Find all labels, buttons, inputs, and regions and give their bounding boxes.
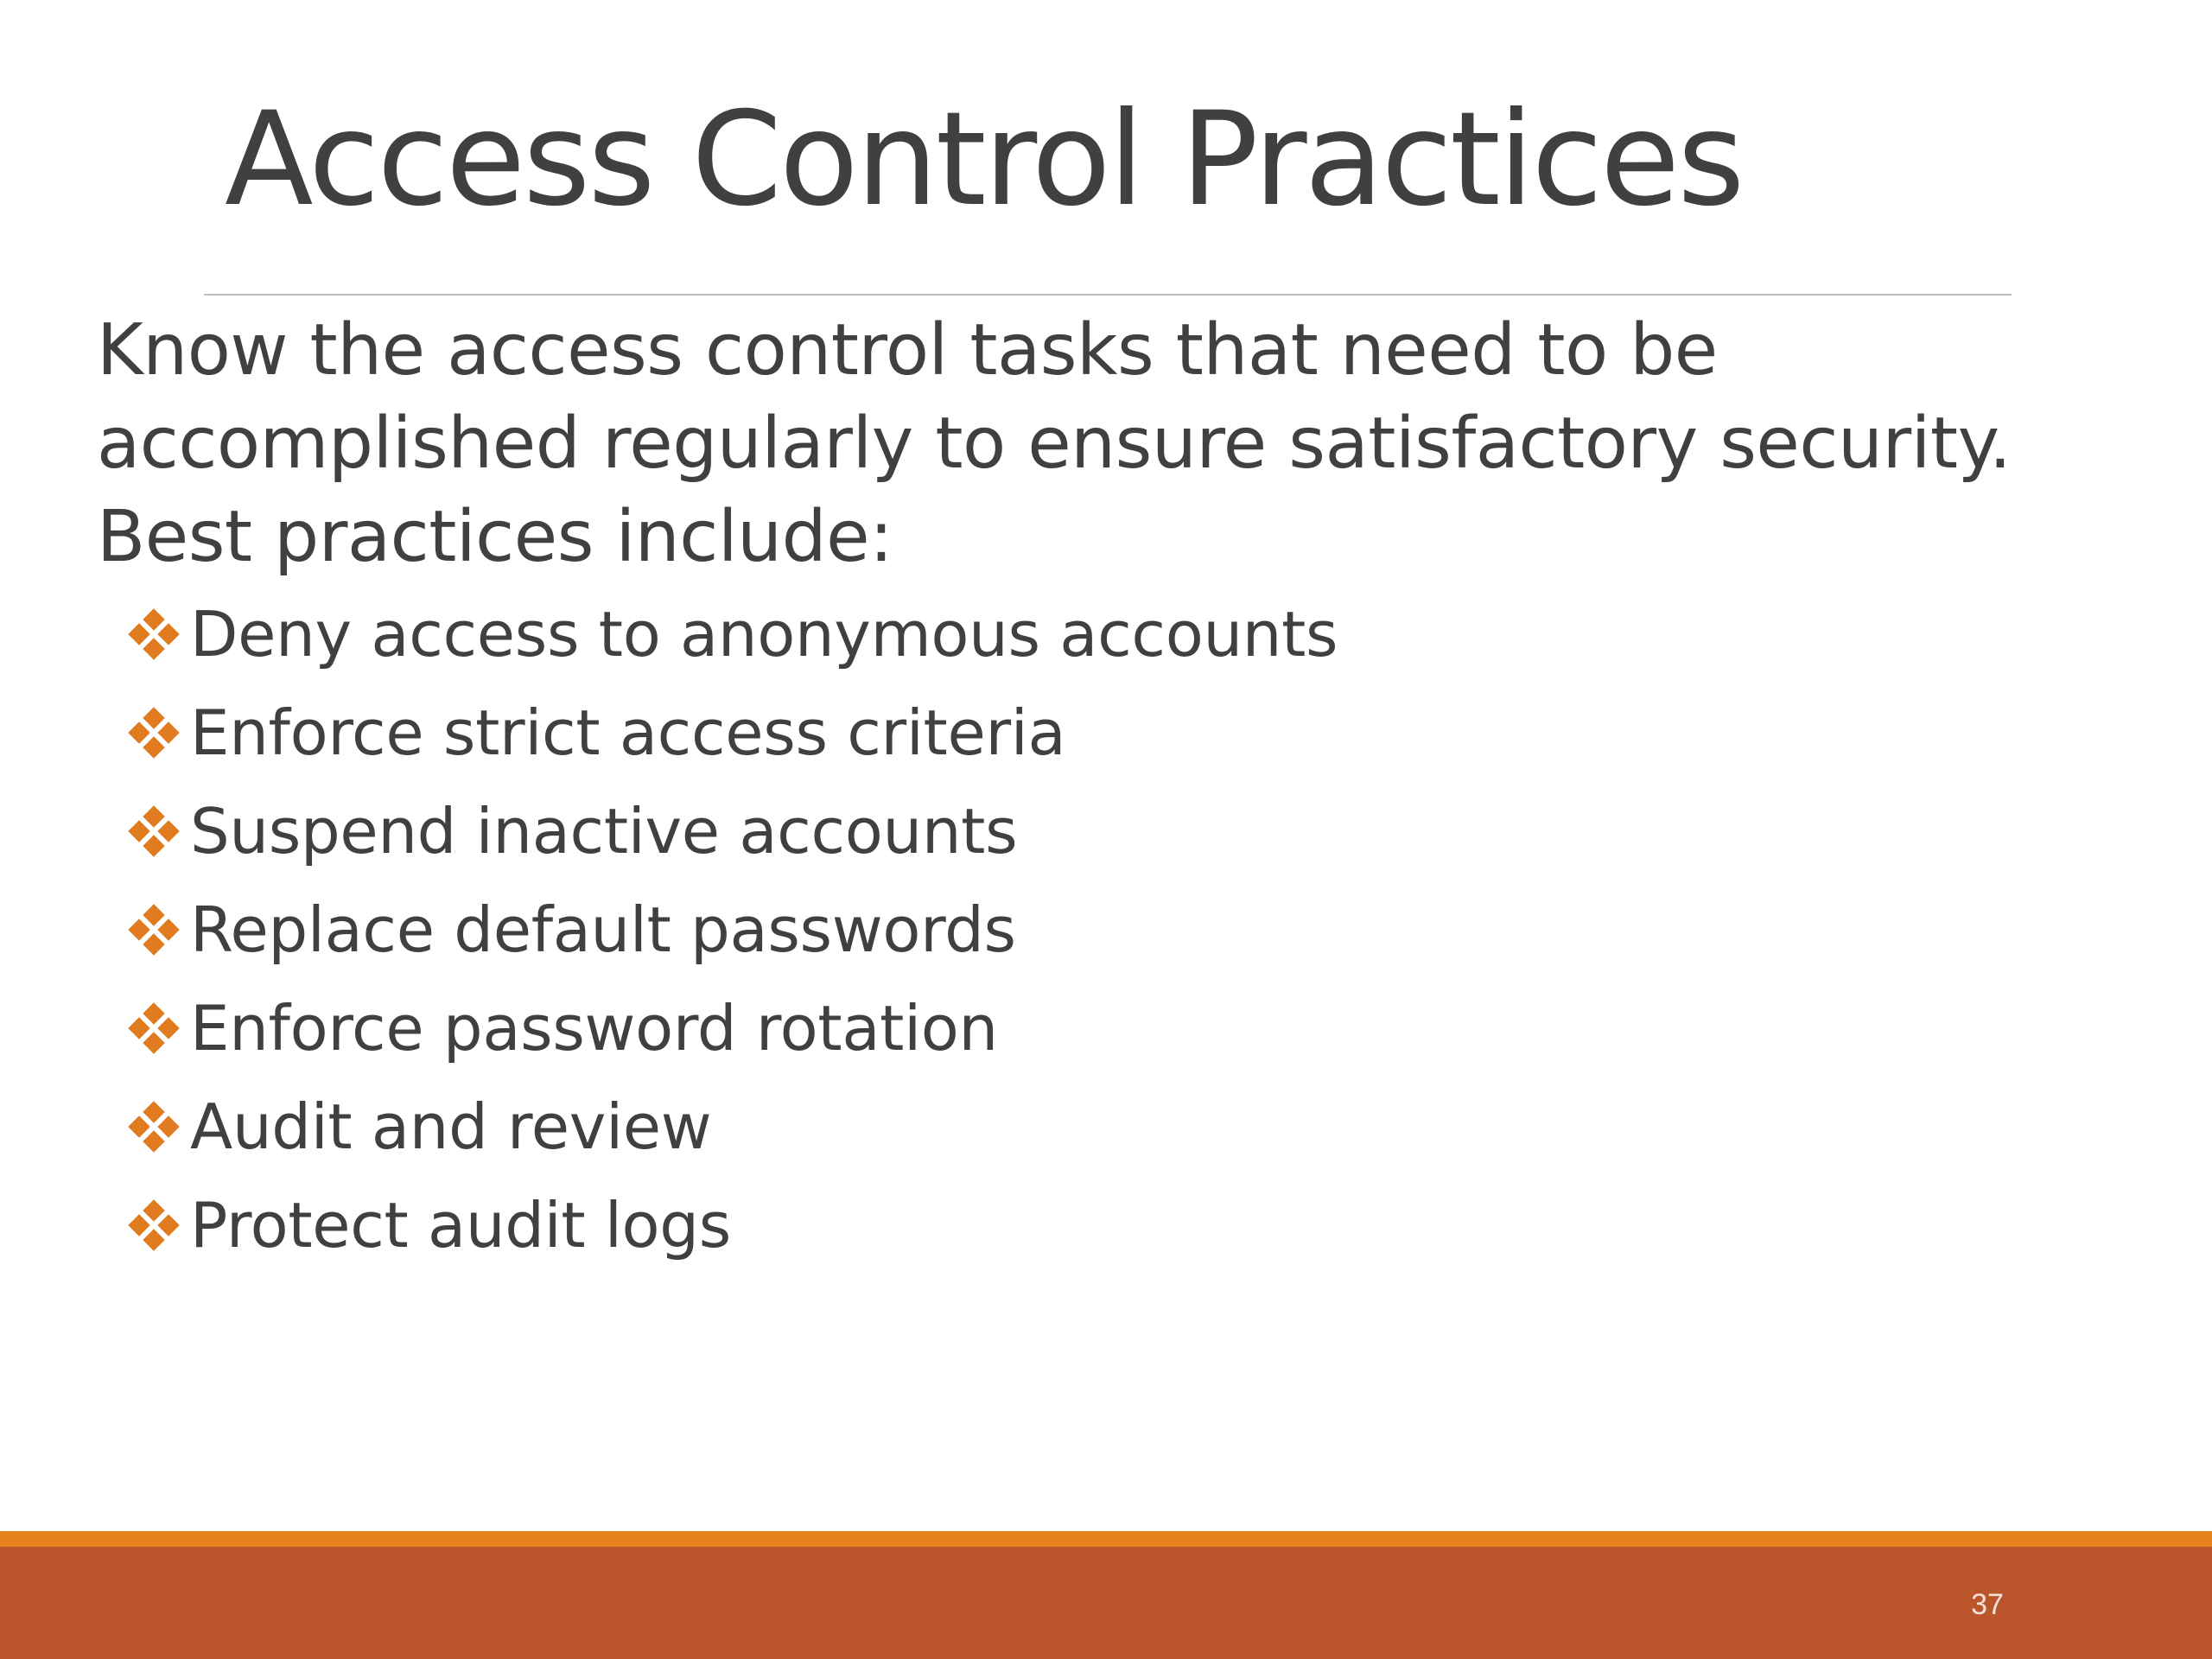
title-divider bbox=[204, 294, 2012, 296]
four-diamond-bullet-icon bbox=[126, 904, 181, 956]
list-item bbox=[126, 683, 1338, 782]
bullet-text: Deny access to anonymous accounts bbox=[190, 598, 1338, 671]
bullet-text: Suspend inactive accounts bbox=[190, 795, 1018, 868]
list-item bbox=[126, 1176, 1338, 1274]
list-item bbox=[126, 979, 1338, 1077]
list-item bbox=[126, 585, 1338, 683]
four-diamond-bullet-icon bbox=[126, 608, 181, 660]
four-diamond-bullet-icon bbox=[126, 1101, 181, 1153]
page-number: 37 bbox=[1971, 1588, 2004, 1621]
four-diamond-bullet-icon bbox=[126, 805, 181, 857]
four-diamond-bullet-icon bbox=[126, 1002, 181, 1054]
bullet-text: Protect audit logs bbox=[190, 1189, 731, 1262]
intro-paragraph: Know the access control tasks that need to be accomplished regularly to ensure satisfactory security. Best practices include: bbox=[97, 309, 2012, 578]
list-item bbox=[126, 782, 1338, 880]
four-diamond-bullet-icon bbox=[126, 707, 181, 759]
bullet-text: Enforce password rotation bbox=[190, 992, 998, 1065]
list-item bbox=[126, 880, 1338, 979]
list-item bbox=[126, 1077, 1338, 1176]
four-diamond-bullet-icon bbox=[126, 1199, 181, 1251]
footer-accent-stripe bbox=[0, 1531, 2212, 1547]
bullet-text: Audit and review bbox=[190, 1090, 712, 1163]
slide-title: Access Control Practices bbox=[225, 85, 1743, 235]
bullet-text: Enforce strict access criteria bbox=[190, 696, 1066, 769]
footer-bar bbox=[0, 1547, 2212, 1659]
bullet-text: Replace default passwords bbox=[190, 893, 1016, 966]
bullet-list bbox=[126, 585, 1338, 1274]
